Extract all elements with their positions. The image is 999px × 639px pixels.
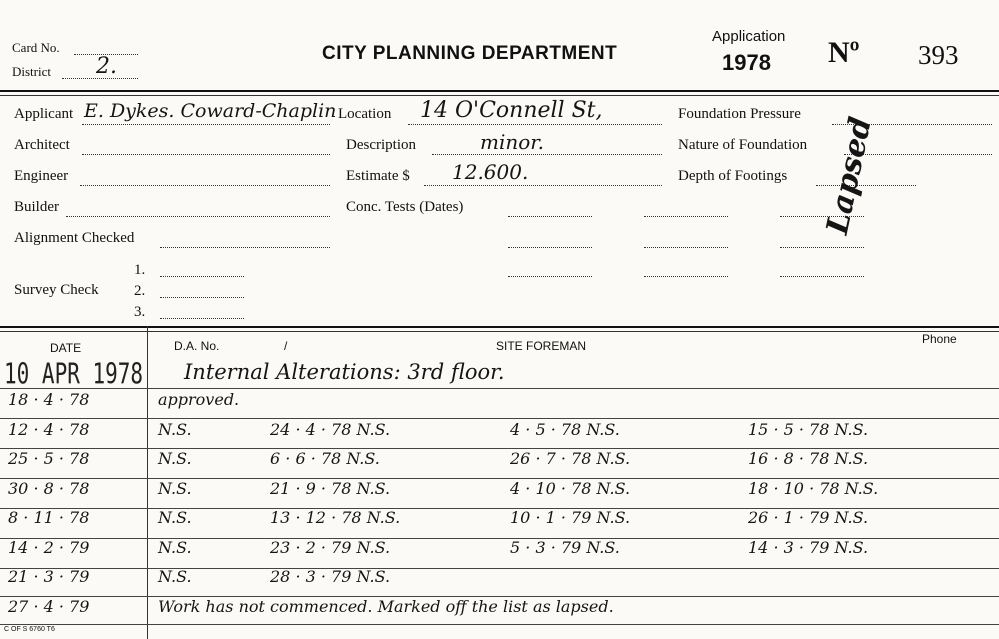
row-entry: 13 · 12 · 78 N.S. xyxy=(270,508,401,527)
log-top-rule-thin xyxy=(0,331,999,332)
estimate-value: 12.600. xyxy=(452,160,529,184)
row-date: 18 · 4 · 78 xyxy=(8,390,90,409)
applicant-label: Applicant xyxy=(14,106,74,122)
lapsed-signature: Lapsed xyxy=(820,114,879,238)
builder-line xyxy=(66,216,330,217)
row-entry: 16 · 8 · 78 N.S. xyxy=(748,449,869,468)
district-value: 2. xyxy=(96,54,117,79)
description-value: minor. xyxy=(480,130,545,154)
survey-line-3 xyxy=(160,318,244,319)
number-sign: Nº xyxy=(828,36,860,69)
log-top-rule xyxy=(0,326,999,328)
row-entry: N.S. xyxy=(158,567,192,586)
da-no-header: D.A. No. xyxy=(174,339,220,353)
conc-line-8 xyxy=(644,276,728,277)
estimate-line xyxy=(424,185,662,186)
row-entry: 4 · 5 · 78 N.S. xyxy=(510,419,620,439)
row-entry: 6 · 6 · 78 N.S. xyxy=(270,449,380,468)
row-date: 27 · 4 · 79 xyxy=(8,596,90,616)
row-rule xyxy=(0,388,999,389)
conc-line-9 xyxy=(780,276,864,277)
row-entry: 24 · 4 · 78 N.S. xyxy=(270,419,391,439)
row-entry: 10 · 1 · 79 N.S. xyxy=(510,508,631,527)
row-entry: N.S. xyxy=(158,449,192,468)
card-no-label: Card No. xyxy=(12,40,60,55)
conc-line-6 xyxy=(780,247,864,248)
row-date: 21 · 3 · 79 xyxy=(8,567,90,586)
builder-label: Builder xyxy=(14,199,59,215)
conc-line-5 xyxy=(644,247,728,248)
row-entry: 5 · 3 · 79 N.S. xyxy=(510,537,620,557)
row-entry: 4 · 10 · 78 N.S. xyxy=(510,478,631,498)
row-entry: 26 · 7 · 78 N.S. xyxy=(510,449,631,468)
survey-item-3: 3. xyxy=(134,304,146,320)
row-entry: 14 · 3 · 79 N.S. xyxy=(748,537,869,557)
location-value: 14 O'Connell St, xyxy=(420,98,603,123)
district-label: District xyxy=(12,64,51,79)
da-slash: / xyxy=(284,339,288,353)
application-number: 393 xyxy=(918,40,959,70)
architect-label: Architect xyxy=(14,137,70,153)
row-date: 25 · 5 · 78 xyxy=(8,449,90,468)
top-rule xyxy=(0,90,999,92)
row-rule xyxy=(0,568,999,569)
row-date: 30 · 8 · 78 xyxy=(8,478,90,498)
date-header: DATE xyxy=(50,341,82,355)
nature-of-foundation-label: Nature of Foundation xyxy=(678,137,808,153)
row-date: 14 · 2 · 79 xyxy=(8,537,90,557)
conc-line-4 xyxy=(508,247,592,248)
row-entry: 21 · 9 · 78 N.S. xyxy=(270,478,391,498)
first-entry-date-stamp: 10 APR 1978 xyxy=(4,357,144,391)
survey-line-2 xyxy=(160,297,244,298)
engineer-line xyxy=(80,185,330,186)
estimate-label: Estimate $ xyxy=(346,168,410,184)
row-entry: N.S. xyxy=(158,537,192,557)
survey-item-1: 1. xyxy=(134,262,146,278)
row-entry: approved. xyxy=(158,390,240,409)
row-entry: Work has not commenced. Marked off the list as lapsed. xyxy=(158,596,614,616)
row-rule xyxy=(0,624,999,625)
conc-tests-label: Conc. Tests (Dates) xyxy=(346,199,464,215)
row-date: 12 · 4 · 78 xyxy=(8,419,90,439)
description-label: Description xyxy=(346,137,416,153)
architect-line xyxy=(82,154,330,155)
row-entry: 26 · 1 · 79 N.S. xyxy=(748,508,869,527)
location-label: Location xyxy=(338,106,392,122)
application-year: 1978 xyxy=(722,50,771,75)
row-date: 8 · 11 · 78 xyxy=(8,508,90,527)
phone-header: Phone xyxy=(922,332,957,346)
applicant-value: E. Dykes. Coward-Chaplin xyxy=(84,100,337,122)
row-entry: N.S. xyxy=(158,478,192,498)
survey-item-2: 2. xyxy=(134,283,146,299)
conc-line-2 xyxy=(644,216,728,217)
alignment-label: Alignment Checked xyxy=(14,230,135,246)
conc-line-1 xyxy=(508,216,592,217)
print-code: C OF S 6760 T6 xyxy=(4,626,55,633)
engineer-label: Engineer xyxy=(14,168,69,184)
row-entry: 28 · 3 · 79 N.S. xyxy=(270,567,391,586)
conc-line-7 xyxy=(508,276,592,277)
description-line xyxy=(432,154,662,155)
date-column-divider xyxy=(147,326,148,639)
row-entry: N.S. xyxy=(158,419,192,439)
row-entry: N.S. xyxy=(158,508,192,527)
foundation-pressure-label: Foundation Pressure xyxy=(678,106,801,122)
applicant-line xyxy=(82,124,330,125)
application-label: Application xyxy=(712,28,786,45)
row-entry: 23 · 2 · 79 N.S. xyxy=(270,537,391,557)
survey-line-1 xyxy=(160,276,244,277)
first-entry-text: Internal Alterations: 3rd floor. xyxy=(184,360,505,384)
department-title: CITY PLANNING DEPARTMENT xyxy=(322,43,618,64)
site-foreman-header: SITE FOREMAN xyxy=(496,339,587,353)
top-rule-thin xyxy=(0,95,999,96)
depth-of-footings-label: Depth of Footings xyxy=(678,168,788,184)
row-entry: 15 · 5 · 78 N.S. xyxy=(748,419,869,439)
row-entry: 18 · 10 · 78 N.S. xyxy=(748,478,879,498)
survey-check-label: Survey Check xyxy=(14,282,99,298)
alignment-line xyxy=(160,247,330,248)
location-line xyxy=(408,124,662,125)
